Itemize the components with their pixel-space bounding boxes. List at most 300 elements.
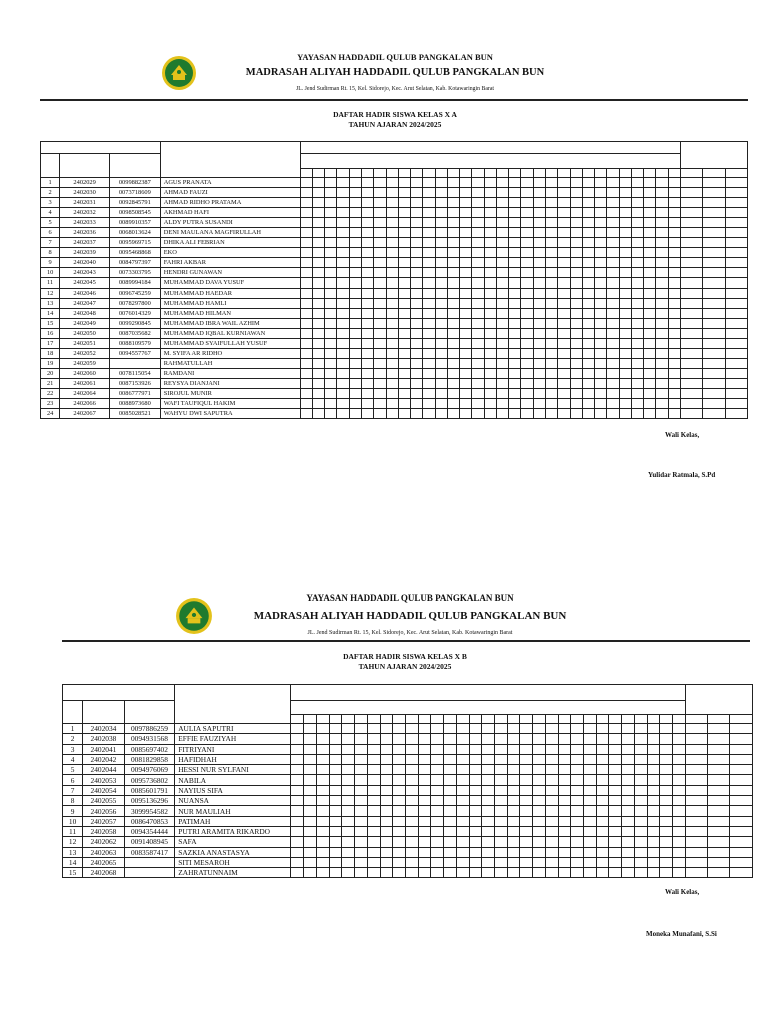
row-nis: 2402056 — [83, 806, 124, 816]
header-day — [571, 715, 584, 724]
attendance-cell — [484, 258, 496, 268]
attendance-cell — [595, 248, 607, 258]
attendance-cell — [355, 734, 368, 744]
school-address: JL. Jend Sudirman Rt. 15, Kel. Sidorejo, Kec. Arut Selatan, Kab. Kotawaringin Barat — [295, 86, 495, 92]
attendance-cell — [418, 765, 431, 775]
keterangan-cell — [703, 248, 725, 258]
attendance-cell — [418, 785, 431, 795]
attendance-cell — [349, 409, 361, 419]
attendance-cell — [380, 857, 393, 867]
attendance-cell — [482, 744, 495, 754]
header-day — [349, 169, 361, 178]
attendance-cell — [584, 806, 597, 816]
keterangan-cell — [730, 744, 753, 754]
attendance-cell — [668, 328, 680, 338]
attendance-cell — [609, 785, 622, 795]
attendance-cell — [444, 837, 457, 847]
attendance-cell — [570, 298, 582, 308]
attendance-cell — [329, 806, 342, 816]
attendance-cell — [460, 178, 472, 188]
attendance-cell — [469, 765, 482, 775]
attendance-cell — [533, 837, 546, 847]
attendance-cell — [546, 399, 558, 409]
attendance-cell — [386, 208, 398, 218]
attendance-cell — [595, 208, 607, 218]
row-number: 13 — [63, 847, 83, 857]
attendance-cell — [367, 847, 380, 857]
attendance-cell — [291, 816, 304, 826]
attendance-cell — [496, 308, 508, 318]
attendance-cell — [496, 258, 508, 268]
attendance-cell — [456, 816, 469, 826]
attendance-cell — [329, 724, 342, 734]
wali-kelas-name: Moneka Munafani, S.Si — [646, 930, 717, 938]
attendance-cell — [484, 208, 496, 218]
attendance-cell — [647, 837, 660, 847]
attendance-cell — [571, 754, 584, 764]
row-number: 21 — [41, 378, 60, 388]
attendance-cell — [367, 744, 380, 754]
attendance-cell — [447, 188, 459, 198]
attendance-cell — [460, 399, 472, 409]
attendance-cell — [472, 268, 484, 278]
attendance-cell — [304, 806, 317, 816]
row-nis: 2402050 — [60, 328, 110, 338]
row-number: 5 — [63, 765, 83, 775]
row-number: 1 — [41, 178, 60, 188]
attendance-cell — [673, 724, 686, 734]
attendance-cell — [494, 765, 507, 775]
attendance-cell — [668, 198, 680, 208]
row-student-name: PUTRI ARAMITA RIKARDO — [175, 826, 291, 836]
attendance-cell — [316, 837, 329, 847]
attendance-cell — [405, 868, 418, 878]
attendance-cell — [673, 775, 686, 785]
row-nisn: 0085028521 — [109, 409, 160, 419]
attendance-cell — [325, 188, 337, 198]
keterangan-cell — [680, 288, 702, 298]
attendance-cell — [533, 308, 545, 318]
attendance-cell — [469, 837, 482, 847]
attendance-cell — [300, 399, 312, 409]
attendance-cell — [582, 378, 594, 388]
attendance-cell — [494, 724, 507, 734]
attendance-cell — [558, 218, 570, 228]
table-row — [63, 847, 753, 857]
attendance-cell — [411, 288, 423, 298]
attendance-cell — [570, 328, 582, 338]
attendance-cell — [673, 754, 686, 764]
attendance-cell — [374, 278, 386, 288]
attendance-cell — [656, 298, 668, 308]
attendance-cell — [342, 754, 355, 764]
attendance-cell — [533, 847, 546, 857]
row-number: 7 — [41, 238, 60, 248]
header-day — [507, 715, 520, 724]
attendance-cell — [595, 228, 607, 238]
attendance-cell — [619, 288, 631, 298]
attendance-cell — [509, 368, 521, 378]
attendance-cell — [374, 328, 386, 338]
attendance-cell — [647, 754, 660, 764]
row-student-name: ZAHRATUNNAIM — [175, 868, 291, 878]
attendance-cell — [607, 318, 619, 328]
attendance-cell — [304, 868, 317, 878]
attendance-cell — [472, 288, 484, 298]
attendance-cell — [484, 399, 496, 409]
attendance-cell — [325, 278, 337, 288]
row-nisn: 0087153926 — [109, 378, 160, 388]
attendance-cell — [418, 837, 431, 847]
attendance-cell — [644, 308, 656, 318]
keterangan-cell — [685, 734, 707, 744]
attendance-cell — [631, 238, 643, 248]
attendance-cell — [386, 338, 398, 348]
attendance-cell — [444, 868, 457, 878]
attendance-cell — [607, 288, 619, 298]
attendance-cell — [312, 338, 324, 348]
yayasan-heading: YAYASAN HADDADIL QULUB PANGKALAN BUN — [297, 52, 493, 62]
attendance-cell — [325, 388, 337, 398]
attendance-cell — [423, 198, 435, 208]
attendance-cell — [622, 837, 635, 847]
attendance-cell — [362, 358, 374, 368]
keterangan-cell — [680, 348, 702, 358]
attendance-cell — [570, 308, 582, 318]
table-row — [41, 358, 748, 368]
attendance-cell — [609, 734, 622, 744]
attendance-cell — [342, 765, 355, 775]
attendance-cell — [609, 775, 622, 785]
header-nama — [175, 685, 291, 724]
attendance-cell — [584, 754, 597, 764]
keterangan-cell — [680, 278, 702, 288]
keterangan-cell — [708, 775, 730, 785]
attendance-cell — [316, 724, 329, 734]
attendance-cell — [316, 806, 329, 816]
attendance-cell — [418, 754, 431, 764]
keterangan-cell — [708, 847, 730, 857]
attendance-cell — [342, 775, 355, 785]
attendance-cell — [355, 826, 368, 836]
attendance-cell — [447, 348, 459, 358]
table-row — [63, 785, 753, 795]
attendance-cell — [644, 409, 656, 419]
row-nis: 2402049 — [60, 318, 110, 328]
row-nisn: 0088973680 — [109, 399, 160, 409]
attendance-cell — [460, 298, 472, 308]
attendance-cell — [325, 258, 337, 268]
attendance-cell — [362, 328, 374, 338]
attendance-cell — [444, 765, 457, 775]
attendance-cell — [349, 188, 361, 198]
attendance-cell — [596, 816, 609, 826]
header-day — [533, 715, 546, 724]
attendance-cell — [482, 868, 495, 878]
table-row — [41, 238, 748, 248]
attendance-cell — [494, 785, 507, 795]
attendance-cell — [631, 258, 643, 268]
attendance-cell — [660, 868, 673, 878]
row-nisn: 0087035682 — [109, 328, 160, 338]
attendance-cell — [291, 868, 304, 878]
attendance-cell — [660, 857, 673, 867]
attendance-cell — [447, 208, 459, 218]
attendance-cell — [570, 348, 582, 358]
attendance-cell — [393, 857, 406, 867]
keterangan-cell — [680, 378, 702, 388]
attendance-cell — [374, 248, 386, 258]
attendance-cell — [472, 228, 484, 238]
attendance-cell — [533, 238, 545, 248]
attendance-cell — [634, 765, 647, 775]
madrasah-heading: MADRASAH ALIYAH HADDADIL QULUB PANGKALAN BUN — [253, 610, 567, 622]
attendance-cell — [423, 208, 435, 218]
attendance-cell — [435, 188, 447, 198]
attendance-cell — [558, 378, 570, 388]
attendance-cell — [644, 318, 656, 328]
attendance-cell — [460, 328, 472, 338]
row-nis: 2402057 — [83, 816, 124, 826]
attendance-cell — [595, 238, 607, 248]
attendance-cell — [546, 278, 558, 288]
attendance-cell — [496, 328, 508, 338]
keterangan-cell — [730, 724, 753, 734]
attendance-cell — [482, 847, 495, 857]
attendance-cell — [405, 754, 418, 764]
attendance-cell — [520, 816, 533, 826]
attendance-cell — [494, 837, 507, 847]
attendance-cell — [644, 238, 656, 248]
wali-kelas-label: Wali Kelas, — [665, 431, 700, 439]
table-row — [41, 198, 748, 208]
attendance-cell — [668, 409, 680, 419]
attendance-cell — [329, 837, 342, 847]
attendance-cell — [571, 785, 584, 795]
attendance-cell — [660, 847, 673, 857]
row-student-name: SAZKIA ANASTASYA — [175, 847, 291, 857]
attendance-cell — [300, 318, 312, 328]
attendance-cell — [300, 238, 312, 248]
attendance-cell — [374, 208, 386, 218]
row-nisn: 0078297800 — [109, 298, 160, 308]
attendance-cell — [546, 198, 558, 208]
attendance-cell — [362, 288, 374, 298]
attendance-cell — [595, 198, 607, 208]
attendance-cell — [673, 826, 686, 836]
attendance-cell — [337, 358, 349, 368]
attendance-cell — [607, 248, 619, 258]
attendance-cell — [447, 298, 459, 308]
attendance-cell — [496, 238, 508, 248]
attendance-cell — [509, 288, 521, 298]
attendance-cell — [460, 288, 472, 298]
attendance-cell — [431, 775, 444, 785]
keterangan-cell — [730, 868, 753, 878]
attendance-cell — [584, 847, 597, 857]
header-day — [660, 715, 673, 724]
attendance-cell — [337, 238, 349, 248]
attendance-cell — [622, 724, 635, 734]
row-nis: 2402045 — [60, 278, 110, 288]
attendance-cell — [342, 868, 355, 878]
row-nisn: 0083587417 — [124, 847, 175, 857]
keterangan-cell — [708, 826, 730, 836]
keterangan-cell — [680, 188, 702, 198]
attendance-cell — [484, 348, 496, 358]
attendance-cell — [656, 228, 668, 238]
attendance-cell — [647, 816, 660, 826]
keterangan-cell — [685, 724, 707, 734]
attendance-cell — [482, 857, 495, 867]
attendance-cell — [521, 278, 533, 288]
attendance-cell — [367, 806, 380, 816]
attendance-cell — [304, 847, 317, 857]
attendance-cell — [374, 399, 386, 409]
attendance-cell — [595, 348, 607, 358]
row-nisn: 0078115054 — [109, 368, 160, 378]
attendance-cell — [398, 258, 410, 268]
header-day — [509, 169, 521, 178]
attendance-cell — [545, 765, 558, 775]
row-student-name: HESSI NUR SYLFANI — [175, 765, 291, 775]
attendance-cell — [411, 318, 423, 328]
attendance-cell — [607, 348, 619, 358]
attendance-cell — [558, 826, 571, 836]
keterangan-cell — [703, 358, 725, 368]
attendance-cell — [342, 796, 355, 806]
attendance-cell — [644, 268, 656, 278]
attendance-cell — [423, 358, 435, 368]
keterangan-cell — [703, 198, 725, 208]
attendance-table-a — [40, 141, 748, 419]
row-nis: 2402036 — [60, 228, 110, 238]
attendance-cell — [472, 278, 484, 288]
attendance-cell — [325, 399, 337, 409]
attendance-cell — [374, 288, 386, 298]
row-nis: 2402041 — [83, 744, 124, 754]
row-number: 4 — [41, 208, 60, 218]
attendance-cell — [570, 268, 582, 278]
attendance-cell — [300, 188, 312, 198]
attendance-cell — [291, 754, 304, 764]
attendance-cell — [521, 248, 533, 258]
attendance-cell — [631, 178, 643, 188]
attendance-cell — [484, 388, 496, 398]
attendance-cell — [496, 248, 508, 258]
keterangan-cell — [703, 368, 725, 378]
attendance-cell — [304, 816, 317, 826]
attendance-cell — [431, 816, 444, 826]
row-nisn: 0095969715 — [109, 238, 160, 248]
keterangan-cell — [725, 248, 747, 258]
attendance-cell — [619, 298, 631, 308]
attendance-cell — [411, 378, 423, 388]
keterangan-cell — [725, 208, 747, 218]
attendance-cell — [435, 228, 447, 238]
keterangan-cell — [730, 847, 753, 857]
attendance-cell — [418, 734, 431, 744]
header-nomor — [63, 685, 175, 701]
attendance-cell — [472, 188, 484, 198]
keterangan-cell — [685, 744, 707, 754]
attendance-cell — [521, 198, 533, 208]
row-student-name: WAFI TAUFIQUL HAKIM — [160, 399, 300, 409]
attendance-cell — [582, 368, 594, 378]
attendance-cell — [349, 368, 361, 378]
attendance-cell — [660, 744, 673, 754]
attendance-cell — [411, 188, 423, 198]
keterangan-cell — [725, 198, 747, 208]
attendance-cell — [546, 318, 558, 328]
attendance-cell — [571, 837, 584, 847]
attendance-cell — [634, 785, 647, 795]
attendance-cell — [595, 328, 607, 338]
attendance-cell — [447, 368, 459, 378]
attendance-cell — [398, 178, 410, 188]
attendance-cell — [393, 724, 406, 734]
attendance-cell — [398, 338, 410, 348]
attendance-cell — [582, 278, 594, 288]
attendance-cell — [374, 268, 386, 278]
row-nisn: 0081829858 — [124, 754, 175, 764]
attendance-cell — [312, 318, 324, 328]
attendance-cell — [596, 754, 609, 764]
attendance-cell — [329, 868, 342, 878]
table-row — [41, 188, 748, 198]
attendance-cell — [595, 318, 607, 328]
attendance-cell — [435, 268, 447, 278]
header-day — [367, 715, 380, 724]
attendance-cell — [291, 775, 304, 785]
attendance-cell — [393, 775, 406, 785]
attendance-cell — [584, 857, 597, 867]
attendance-cell — [558, 268, 570, 278]
header-bulan — [291, 685, 685, 701]
attendance-cell — [349, 288, 361, 298]
keterangan-cell — [730, 754, 753, 764]
row-nisn: 0084797397 — [109, 258, 160, 268]
attendance-cell — [595, 409, 607, 419]
attendance-cell — [337, 399, 349, 409]
attendance-cell — [484, 318, 496, 328]
attendance-cell — [362, 318, 374, 328]
row-nisn: 0091408945 — [124, 837, 175, 847]
attendance-cell — [673, 796, 686, 806]
attendance-cell — [496, 409, 508, 419]
attendance-cell — [496, 178, 508, 188]
header-day — [596, 715, 609, 724]
attendance-cell — [423, 378, 435, 388]
attendance-cell — [521, 228, 533, 238]
attendance-cell — [558, 188, 570, 198]
attendance-cell — [494, 847, 507, 857]
attendance-cell — [411, 198, 423, 208]
attendance-cell — [496, 378, 508, 388]
attendance-cell — [423, 368, 435, 378]
row-number: 11 — [41, 278, 60, 288]
attendance-cell — [418, 857, 431, 867]
attendance-cell — [386, 308, 398, 318]
attendance-cell — [423, 348, 435, 358]
attendance-cell — [668, 399, 680, 409]
attendance-cell — [656, 368, 668, 378]
attendance-cell — [386, 409, 398, 419]
attendance-cell — [367, 734, 380, 744]
attendance-cell — [644, 399, 656, 409]
attendance-cell — [444, 826, 457, 836]
row-nisn: 0094557767 — [109, 348, 160, 358]
